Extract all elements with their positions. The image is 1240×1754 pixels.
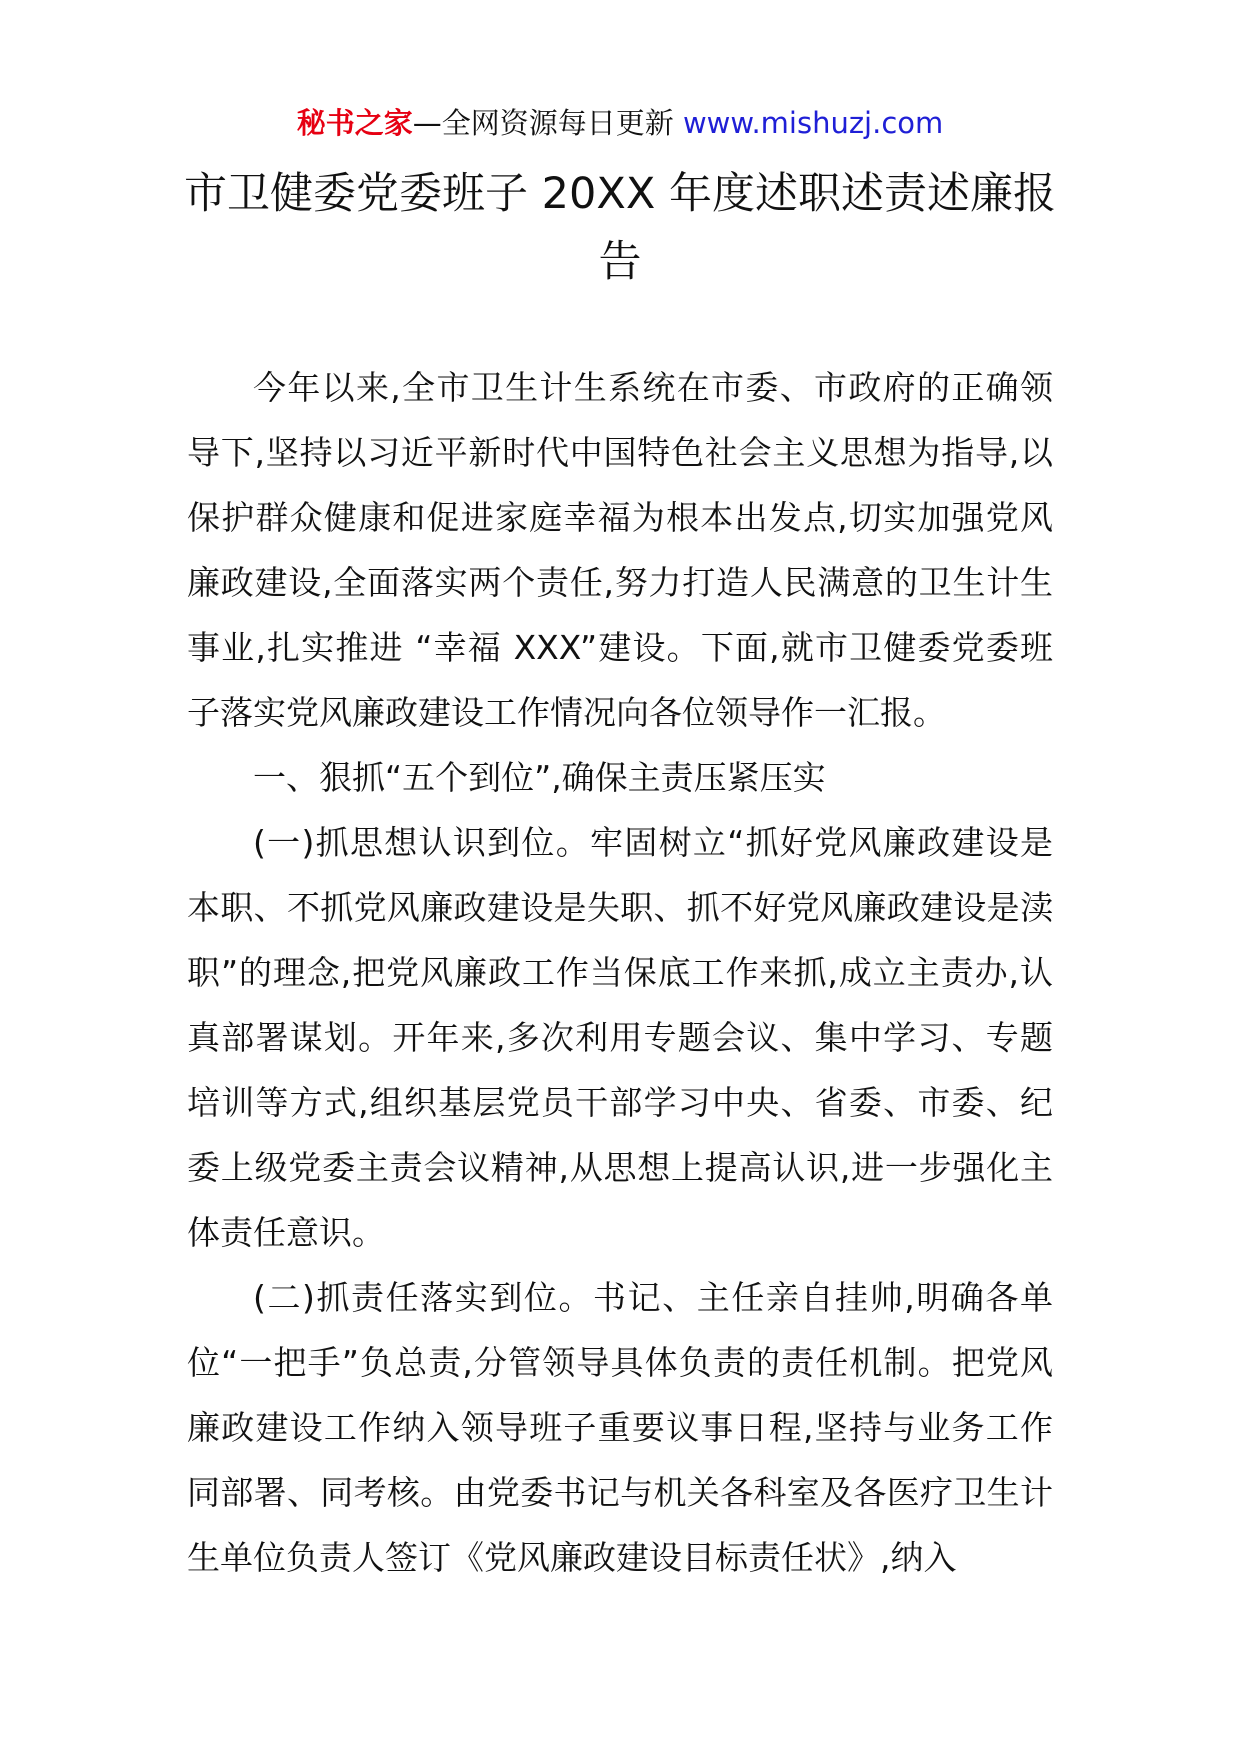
site-brand: 秘书之家 — [296, 106, 413, 140]
site-tagline: —全网资源每日更新 — [412, 106, 674, 140]
site-header — [0, 100, 1240, 146]
document-body — [187, 355, 1053, 1590]
subsection-1-paragraph: (一)抓思想认识到位。牢固树立“抓好党风廉政建设是本职、不抓党风廉政建设是失职、抓不好党风廉政建设是渎职”的理念,把党风廉政工作当保底工作来抓,成立主责办,认真部署谋划。开年来,多次利用专题会议、集中学习、专题培训等方式,组织基层党员干部学习中央、省委、市委、纪委上级党委主责会议精神,从思想上提高认识,进一步强化主体责任意识。 — [187, 823, 1053, 1252]
section-heading-1: 一、狠抓“五个到位”,确保主责压紧压实 — [253, 758, 826, 797]
subsection-2-paragraph: (二)抓责任落实到位。书记、主任亲自挂帅,明确各单位“一把手”负总责,分管领导具体负责的责任机制。把党风廉政建设工作纳入领导班子重要议事日程,坚持与业务工作同部署、同考核。由党委书记与机关各科室及各医疗卫生计生单位负责人签订《党风廉政建设目标责任状》,纳入 — [187, 1278, 1053, 1577]
document-title: 市卫健委党委班子 20XX 年度述职述责述廉报告 — [184, 169, 1056, 287]
intro-paragraph: 今年以来,全市卫生计生系统在市委、市政府的正确领导下,坚持以习近平新时代中国特色社会主义思想为指导,以保护群众健康和促进家庭幸福为根本出发点,切实加强党风廉政建设,全面落实两个责任,努力打造人民满意的卫生计生事业,扎实推进 “幸福 XXX”建设。下面,就市卫健委党委班子落实党风廉政建设工作情况向各位领导作一汇报。 — [187, 368, 1053, 732]
site-url-link[interactable]: www.mishuzj.com — [682, 106, 944, 140]
